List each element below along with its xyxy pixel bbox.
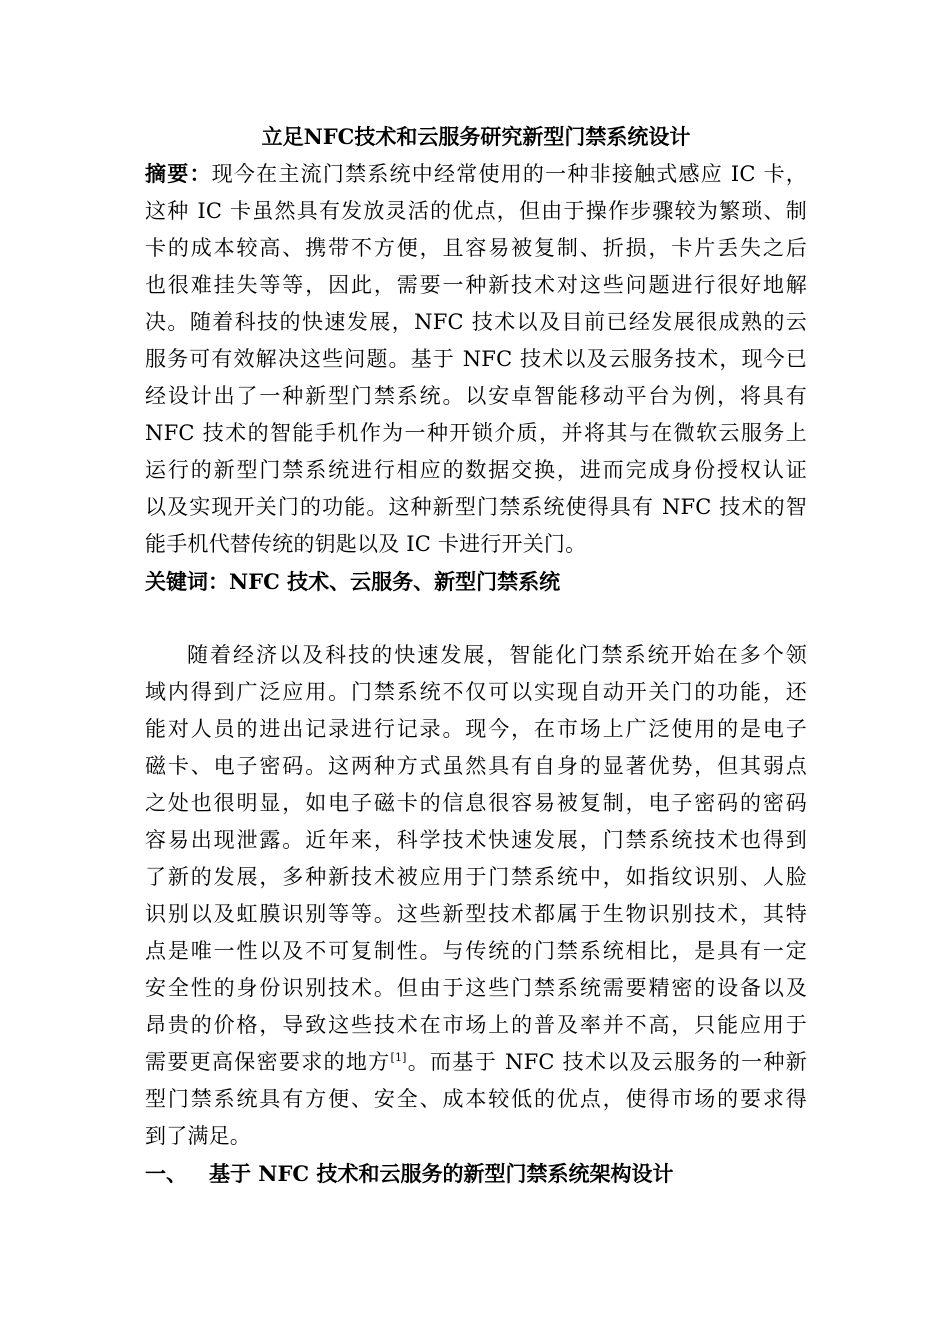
body-line: 容易出现泄露。近年来，科学技术快速发展，门禁系统技术也得到 — [145, 828, 807, 852]
body-line: 识别以及虹膜识别等等。这些新型技术都属于生物识别技术，其特 — [145, 902, 807, 926]
keywords: 关键词：NFC 技术、云服务、新型门禁系统 — [145, 569, 561, 594]
body-line: 了新的发展，多种新技术被应用于门禁系统中，如指纹识别、人脸 — [145, 865, 807, 889]
paper-title: 立足NFC技术和云服务研究新型门禁系统设计 — [261, 124, 691, 149]
body-line: 安全性的身份识别技术。但由于这些门禁系统需要精密的设备以及 — [145, 976, 807, 1000]
abstract-label: 摘要： — [145, 161, 212, 186]
abstract-line: 卡的成本较高、携带不方便，且容易被复制、折损，卡片丢失之后 — [145, 236, 807, 260]
abstract-line: 服务可有效解决这些问题。基于 NFC 技术以及云服务技术，现今已 — [145, 347, 807, 371]
body-line: 型门禁系统具有方便、安全、成本较低的优点，使得市场的要求得 — [145, 1087, 807, 1111]
abstract-line: 决。随着科技的快速发展，NFC 技术以及目前已经发展很成熟的云 — [145, 310, 807, 334]
abstract-line: 经设计出了一种新型门禁系统。以安卓智能移动平台为例，将具有 — [145, 384, 807, 408]
section-title: 基于 NFC 技术和云服务的新型门禁系统架构设计 — [209, 1161, 674, 1186]
body-line: 到了满足。 — [145, 1124, 251, 1148]
paragraph-spacer — [145, 600, 807, 637]
body-line: 磁卡、电子密码。这两种方式虽然具有自身的显著优势，但其弱点 — [145, 754, 807, 778]
body-line: 随着经济以及科技的快速发展，智能化门禁系统开始在多个领 — [187, 643, 807, 667]
abstract-line: 这种 IC 卡虽然具有发放灵活的优点，但由于操作步骤较为繁琐、制 — [145, 199, 807, 223]
abstract-line: 摘要：现今在主流门禁系统中经常使用的一种非接触式感应 IC 卡， — [145, 161, 807, 186]
abstract-line: 运行的新型门禁系统进行相应的数据交换，进而完成身份授权认证 — [145, 458, 807, 482]
body-line: 昂贵的价格，导致这些技术在市场上的普及率并不高，只能应用于 — [145, 1013, 807, 1037]
document-page — [145, 118, 807, 1192]
citation-marker[interactable]: [1] — [390, 1051, 407, 1064]
body-line: 之处也很明显，如电子磁卡的信息很容易被复制，电子密码的密码 — [145, 791, 807, 815]
abstract-line: NFC 技术的智能手机作为一种开锁介质，并将其与在微软云服务上 — [145, 421, 807, 445]
body-line: 域内得到广泛应用。门禁系统不仅可以实现自动开关门的功能，还 — [145, 680, 807, 704]
introduction-paragraph — [145, 637, 807, 1155]
section-number: 一、 — [145, 1161, 187, 1186]
abstract-line: 能手机代替传统的钥匙以及 IC 卡进行开关门。 — [145, 532, 587, 556]
body-line: 点是唯一性以及不可复制性。与传统的门禁系统相比，是具有一定 — [145, 939, 807, 963]
body-line: 需要更高保密要求的地方[1]。而基于 NFC 技术以及云服务的一种新 — [145, 1050, 807, 1074]
abstract-line: 也很难挂失等等，因此，需要一种新技术对这些问题进行很好地解 — [145, 273, 807, 297]
abstract — [145, 155, 807, 563]
body-line: 能对人员的进出记录进行记录。现今，在市场上广泛使用的是电子 — [145, 717, 807, 741]
section-heading — [145, 1155, 807, 1192]
abstract-line: 以及实现开关门的功能。这种新型门禁系统使得具有 NFC 技术的智 — [145, 495, 807, 519]
